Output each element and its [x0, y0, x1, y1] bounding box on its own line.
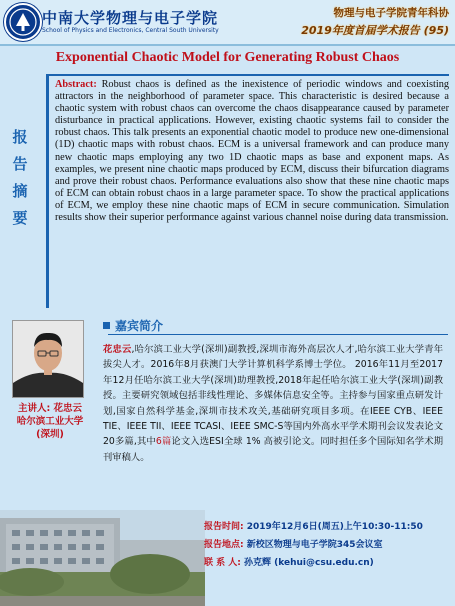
bio-name: 花忠云: [103, 344, 132, 355]
event-info: [204, 518, 423, 572]
event-contact-label: 联 系 人:: [204, 558, 241, 568]
campus-photo: [0, 510, 205, 606]
abstract-side-char: 摘: [12, 182, 28, 200]
square-bullet-icon: [103, 322, 110, 329]
bio-highlight: 6篇: [155, 436, 172, 448]
speaker-caption: [4, 402, 96, 441]
abstract-heading: Abstract:: [55, 79, 97, 90]
event-contact-value: 孙克辉 (kehui@csu.edu.cn): [244, 558, 374, 568]
abstract-side-char: 要: [12, 209, 28, 227]
speaker-name: 主讲人: 花忠云: [17, 403, 83, 414]
bio-divider: [108, 334, 448, 335]
event-place: [204, 536, 423, 554]
event-place-label: 报告地点:: [204, 540, 244, 550]
university-name-cn: 中南大学物理与电子学院: [42, 9, 219, 27]
university-logo-icon: [4, 3, 42, 41]
header-banner: [0, 0, 455, 46]
bio-heading-text: 嘉宾简介: [115, 319, 164, 333]
abstract-side-char: 报: [12, 128, 28, 146]
event-place-value: 新校区物理与电子学院345会议室: [246, 540, 383, 550]
talk-title: Exponential Chaotic Model for Generating Robust Chaos: [55, 50, 400, 65]
event-time-label: 报告时间:: [204, 522, 244, 532]
university-name-en: School of Physics and Electronics, Central South University: [42, 27, 219, 34]
bio-heading: [103, 317, 163, 334]
bio-body-2: 论文入选ESI全球 1% 高被引论文。同时担任多个国际知名学术期刊审稿人。: [103, 436, 443, 463]
event-contact: [204, 554, 423, 572]
event-time-value: 2019年12月6日(周五)上午10:30-11:50: [246, 522, 423, 532]
speaker-affiliation-city: (深圳): [36, 429, 64, 440]
bio-body-1: ,哈尔滨工业大学(深圳)副教授,深圳市海外高层次人才,哈尔滨工业大学青年拔尖人才。2016年8月获澳门大学计算机科学系博士学位。 2016年11月至2017年12月任哈尔滨工业大学(深圳)助理教授,2018年起任哈尔滨工业大学(深圳)副教授。主要研究领域包括非线性理论、多媒体信息安全等。主持参与国家重点研发计划,国家自然科学基金,深圳市技术攻关,基础研究项目多项。在IEEE CYB、IEEE TIE、IEEE TII、IEEE TCASI、IEEE SMC-S等国内外高水平学术期刊会议发表论文20多篇,其中: [103, 344, 443, 448]
abstract-text: [55, 79, 449, 224]
abstract-side-label: [8, 124, 32, 232]
series-title-line2: 2019年度首届学术报告 (95): [301, 24, 449, 37]
speaker-photo: [12, 320, 84, 398]
abstract-side-char: 告: [12, 155, 28, 173]
bio-text: [103, 342, 443, 465]
series-title-line1: 物理与电子学院青年科协: [333, 7, 449, 19]
event-time: [204, 518, 423, 536]
abstract-body: Robust chaos is defined as the inexistence of periodic windows and coexisting attractors in the neighborhood of parameter space. This characteristic is desired because a chaotic system with robust chaos can overcome the chaos disappearance caused by parameter disturbance in practical applications. However, existing chaotic systems fail to consider the robust chaos. This talk presents an exponential chaotic model to produce new one-dimensional (1D) chaotic maps with robust chaos. ECM is a universal framework and can produce many new chaotic maps employing any two 1D chaotic maps as base and exponent maps. As examples, we present nine chaotic maps produced by ECM, discuss their bifurcation diagrams and prove their robust chaos. Performance evaluations also show that these nine chaotic maps of ECM can obtain robust chaos in a large parameter space. To show the practical applications of ECM, we employ these nine chaotic maps of ECM in secure communication. Simulation results show their superior performance against various channel noise during data transmission.: [55, 79, 449, 224]
speaker-affiliation: 哈尔滨工业大学: [16, 416, 84, 427]
